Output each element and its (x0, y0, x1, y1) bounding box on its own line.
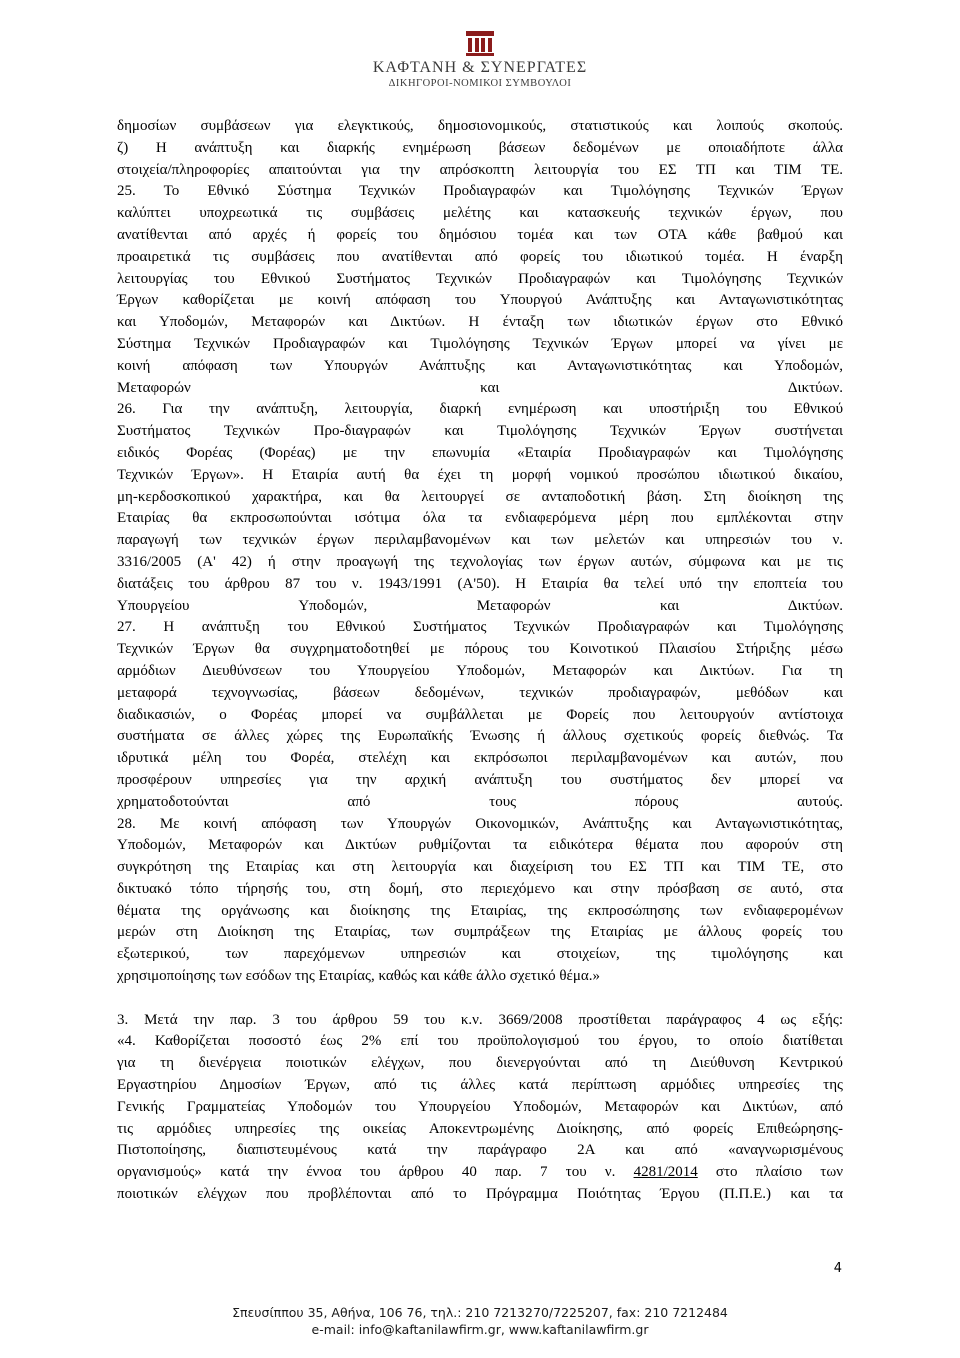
text-line: μη-κερδοσκοπικού χαρακτήρα, και θα λειτουργεί σε ανταποδοτική βάση. Στη διοίκηση της (117, 488, 843, 505)
text-line: διαδικασιών, ο Φορέας μπορεί να συμβάλλεται με Φορείς που λειτουργούν αντίστοιχα (117, 706, 843, 723)
text-line: 26. Για την ανάπτυξη, λειτουργία, διαρκή ενημέρωση και υποστήριξη του Εθνικού (117, 401, 843, 418)
text-line: ανατίθενται από αρχές ή φορείς του δημόσιου τομέα και των ΟΤΑ κάθε βαθμού και (117, 226, 843, 243)
text-line: Υποδομών, Μεταφορών και Δικτύων ρυθμίζονται τα ειδικότερα θέματα που αφορούν στη (117, 837, 843, 854)
text-line: και Υποδομών, Μεταφορών και Δικτύων. Η ένταξη των ιδιωτικών έργων στο Εθνικό (117, 314, 843, 331)
text-line: χρησιμοποίησης των εσόδων της Εταιρίας, καθώς και κάθε άλλο σχετικό θέμα.» (117, 968, 600, 985)
text-line: Τεχνικών Έργων θα συγχρηματοδοτηθεί με πόρους του Κοινοτικού Πλαισίου Στήριξης μέσω (117, 641, 843, 658)
text-line: Γενικής Γραμματείας Υποδομών του Υπουργείου Υποδομών, Μεταφορών και Δικτύων, από (117, 1098, 843, 1115)
text-line: 25. Το Εθνικό Σύστημα Τεχνικών Προδιαγραφών και Τιμολόγησης Τεχνικών Έργων (117, 183, 843, 200)
text-line: παραγωγή των τεχνικών έργων περιλαμβανομένων και των μελετών και υπηρεσιών του ν. (117, 532, 843, 549)
text-line: ποιοτικών ελέγχων που προβλέπονται από το Πρόγραμμα Ποιότητας Έργου (Π.Π.Ε.) και τα (117, 1186, 843, 1203)
text-line: «4. Καθορίζεται ποσοστό έως 2% επί του προϋπολογισμού του έργου, το οποίο διατίθεται (117, 1033, 843, 1050)
text-line: αρμόδιων Διευθύνσεων του Υπουργείου Υποδομών, Μεταφορών και Δικτύων. Για τη (117, 662, 843, 679)
law-4281-2014-link[interactable]: 4281/2014 (633, 1164, 698, 1181)
text-line: προαιρετικά τις συμβάσεις που ανατίθενται από φορείς του ιδιωτικού τομέα. Η έναρξη (117, 248, 843, 265)
building-columns-icon (465, 30, 495, 56)
text-fragment: οργανισμούς» κατά την έννοα του άρθρου 40 παρ. 7 του ν. (117, 1164, 634, 1181)
text-line: καλύπτει υποχρεωτικά τις συμβάσεις μελέτης και κατασκευής τεχνικών έργων, που (117, 205, 843, 222)
text-line: 3316/2005 (Α' 42) ή στην προαγωγή της τεχνολογίας των έργων αυτών, σύμφωνα και με τις (117, 553, 843, 570)
text-line: στοιχεία/πληροφορίες απαιτούνται για την απρόσκοπτη λειτουργία του ΕΣ ΤΠ και ΤΙΜ ΤΕ. (117, 161, 843, 178)
footer-address: Σπευσίππου 35, Αθήνα, 106 76, τηλ.: 210 7213270/7225207, fax: 210 7212484 (232, 1305, 728, 1320)
text-line: 28. Με κοινή απόφαση των Υπουργών Οικονομικών, Ανάπτυξης και Ανταγωνιστικότητας, (117, 815, 843, 832)
firm-subtitle: ΔΙΚΗΓΟΡΟΙ-ΝΟΜΙΚΟΙ ΣΥΜΒΟΥΛΟΙ (388, 78, 572, 89)
firm-name: ΚΑΦΤΑΝΗ & ΣΥΝΕΡΓΑΤΕΣ (372, 59, 588, 76)
text-line: προσφέρουν υπηρεσίες για την αρχική ανάπτυξη του συστήματος δεν μπορεί να (117, 771, 843, 788)
text-line: θέματα της οργάνωσης και διοίκησης της Εταιρίας, της εκπροσώπησης των ενδιαφερομένων (117, 902, 843, 919)
text-line: ζ) Η ανάπτυξη και διαρκής ενημέρωση βάσεων δεδομένων με οποιαδήποτε άλλα (117, 139, 843, 156)
text-line: Συστήματος Τεχνικών Προ-διαγραφών και Τιμολόγησης Τεχνικών Έργων συστήνεται (117, 423, 843, 440)
text-line: Σύστημα Τεχνικών Προδιαγραφών και Τιμολόγησης Τεχνικών Έργων μπορεί να γίνει με (117, 335, 843, 352)
text-line: Μεταφορών και Δικτύων. (117, 379, 843, 396)
text-line: τις αρμόδιες υπηρεσίες της οικείας Αποκεντρωμένης Διοίκησης, από φορείς Επιθεώρησης- (117, 1120, 843, 1137)
document-body (117, 116, 843, 1206)
text-line: μεταφορά τεχνογνωσίας, βάσεων δεδομένων, τεχνικών προδιαγραφών, μεθόδων και (117, 684, 843, 701)
text-line: συγκρότηση της Εταιρίας και στη λειτουργία και διαχείριση του ΕΣ ΤΠ και ΤΙΜ ΤΕ, στο (117, 859, 843, 876)
text-line: ιδρυτικά μέλη του Φορέα, στελέχη και εκπρόσωποι περιλαμβανομένων και αυτών, που (117, 750, 843, 767)
text-line: Πιστοποίησης, διαπιστευμένους κατά την παράγραφο 2Α και από «αναγνωρισμένους (117, 1142, 843, 1159)
text-line: συστήματα σε άλλες χώρες της Ευρωπαϊκής Ένωσης ή άλλους σχετικούς φορείς διεθνώς. Τα (117, 728, 843, 745)
footer-contact: e-mail: info@kaftanilawfirm.gr, www.kaftanilawfirm.gr (311, 1322, 649, 1337)
text-line: κοινή απόφαση των Υπουργών Ανάπτυξης και Ανταγωνιστικότητας και Υποδομών, (117, 357, 843, 374)
text-line: 27. Η ανάπτυξη του Εθνικού Συστήματος Τεχνικών Προδιαγραφών και Τιμολόγησης (117, 619, 843, 636)
text-line: εξωτερικού, των παρεχόμενων υπηρεσιών και στοιχείων, της τιμολόγησης και (117, 946, 843, 963)
firm-logo-block (0, 30, 960, 89)
text-line-with-law-link (117, 1162, 843, 1184)
text-line: χρηματοδοτούνται από τους πόρους αυτούς. (117, 793, 843, 810)
text-line: Υπουργείου Υποδομών, Μεταφορών και Δικτύων. (117, 597, 843, 614)
text-line: διατάξεις του άρθρου 87 του ν. 1943/1991 (Α'50). Η Εταιρία θα τελεί υπό την εποπτεία του (117, 575, 843, 592)
text-line: Εργαστηρίου Δημοσίων Έργων, από τις άλλες κατά περίπτωση αρμόδιες υπηρεσίες της (117, 1077, 843, 1094)
text-fragment: στο πλαίσιο των (697, 1164, 843, 1181)
paragraph-gap (117, 988, 843, 1010)
text-line: για τη διενέργεια ποιοτικών ελέγχων, που διενεργούνται από τη Διεύθυνση Κεντρικού (117, 1055, 843, 1072)
text-line: 3. Μετά την παρ. 3 του άρθρου 59 του κ.ν. 3669/2008 προστίθεται παράγραφος 4 ως εξής: (117, 1011, 843, 1028)
text-line: ειδικός Φορέας (Φορέας) με την επωνυμία «Εταιρία Προδιαγραφών και Τιμολόγησης (117, 444, 843, 461)
text-line: δημοσίων συμβάσεων για ελεγκτικούς, δημοσιονομικούς, στατιστικούς και λοιπούς σκοπούς. (117, 118, 843, 134)
text-line: λειτουργίας του Εθνικού Συστήματος Τεχνικών Προδιαγραφών και Τιμολόγησης Τεχνικών (117, 270, 843, 287)
page-number: 4 (833, 1261, 842, 1276)
page-footer (0, 1304, 960, 1338)
text-line: δικτυακό τόπο τήρησής του, στη δομή, στο περιεχόμενο και στην πρόσβαση σε αυτό, στα (117, 880, 843, 897)
text-line: Τεχνικών Έργων». Η Εταιρία αυτή θα έχει τη μορφή νομικού προσώπου ιδιωτικού δικαίου, (117, 466, 843, 483)
text-line: Εταιρίας θα εκπροσωπούνται ισότιμα όλα τα ενδιαφερόμενα μέρη που εμπλέκονται στην (117, 510, 843, 527)
text-line: Έργων καθορίζεται με κοινή απόφαση του Υπουργού Ανάπτυξης και Ανταγωνιστικότητας (117, 292, 843, 309)
text-line: μερών στη Διοίκηση της Εταιρίας, των συμπράξεων της Εταιρίας με άλλους φορείς του (117, 924, 843, 941)
